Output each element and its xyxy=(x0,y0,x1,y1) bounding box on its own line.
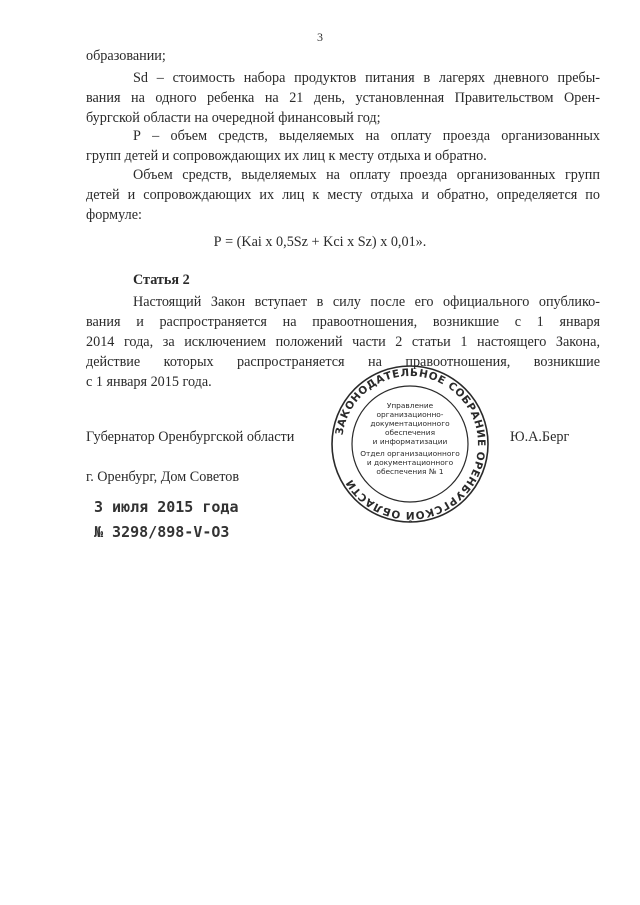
article-heading: Статья 2 xyxy=(133,272,190,288)
seal-outer-text: ЗАКОНОДАТЕЛЬНОЕ СОБРАНИЕ ОРЕНБУРГСКОЙ ОБЛАСТИ xyxy=(333,366,488,522)
text-line: вания на одного ребенка на 21 день, установленная Правительством Орен- xyxy=(86,90,600,106)
paragraph-1 xyxy=(86,46,266,66)
text-line: образовании; xyxy=(86,48,166,64)
text-line: 2014 года, за исключением положений части 2 статьи 1 настоящего Закона, xyxy=(86,334,600,350)
signing-place: г. Оренбург, Дом Советов xyxy=(86,469,240,485)
seal-inner-line: организационно- xyxy=(376,410,444,419)
registration-number: № 3298/898-V-ОЗ xyxy=(94,523,230,541)
seal-inner-line: обеспечения № 1 xyxy=(376,467,444,476)
text-line: групп детей и сопровождающих их лиц к месту отдыха и обратно. xyxy=(86,148,487,164)
paragraph-p-definition xyxy=(86,126,600,166)
seal-inner-line: Отдел организационного xyxy=(360,449,460,458)
text-line: Р – объем средств, выделяемых на оплату проезда организованных xyxy=(133,128,600,144)
page-number: 3 xyxy=(317,30,323,44)
seal-inner-line: Управление xyxy=(386,401,434,410)
text-line: формуле: xyxy=(86,207,142,223)
text-line: с 1 января 2015 года. xyxy=(86,374,212,390)
official-seal xyxy=(330,364,490,524)
text-line: Sd – стоимость набора продуктов питания в лагерях дневного пребы- xyxy=(133,70,600,86)
registration-date: 3 июля 2015 года xyxy=(94,498,239,516)
seal-inner-line: документационного xyxy=(370,419,450,428)
signature-position: Губернатор Оренбургской области xyxy=(86,429,295,445)
signature-name: Ю.А.Берг xyxy=(510,429,570,445)
text-line: Объем средств, выделяемых на оплату проезда организованных групп xyxy=(133,167,600,183)
text-line: бургской области на очередной финансовый год; xyxy=(86,110,381,126)
paragraph-formula-intro xyxy=(86,165,600,225)
seal-inner-line: и документационного xyxy=(366,458,454,467)
text-line: действие которых распространяется на правоотношения, возникшие xyxy=(86,354,600,370)
text-line: детей и сопровождающих их лиц к месту отдыха и обратно, определяется по xyxy=(86,187,600,203)
seal-inner-line: и информатизации xyxy=(372,437,448,446)
text-line: Настоящий Закон вступает в силу после его официального опублико- xyxy=(133,294,600,310)
seal-inner-line: обеспечения xyxy=(384,428,436,437)
paragraph-sd-definition xyxy=(86,68,600,128)
formula: Р = (Kai x 0,5Sz + Kci x Sz) x 0,01». xyxy=(213,234,427,250)
text-line: вания и распространяется на правоотношения, возникшие с 1 января xyxy=(86,314,600,330)
